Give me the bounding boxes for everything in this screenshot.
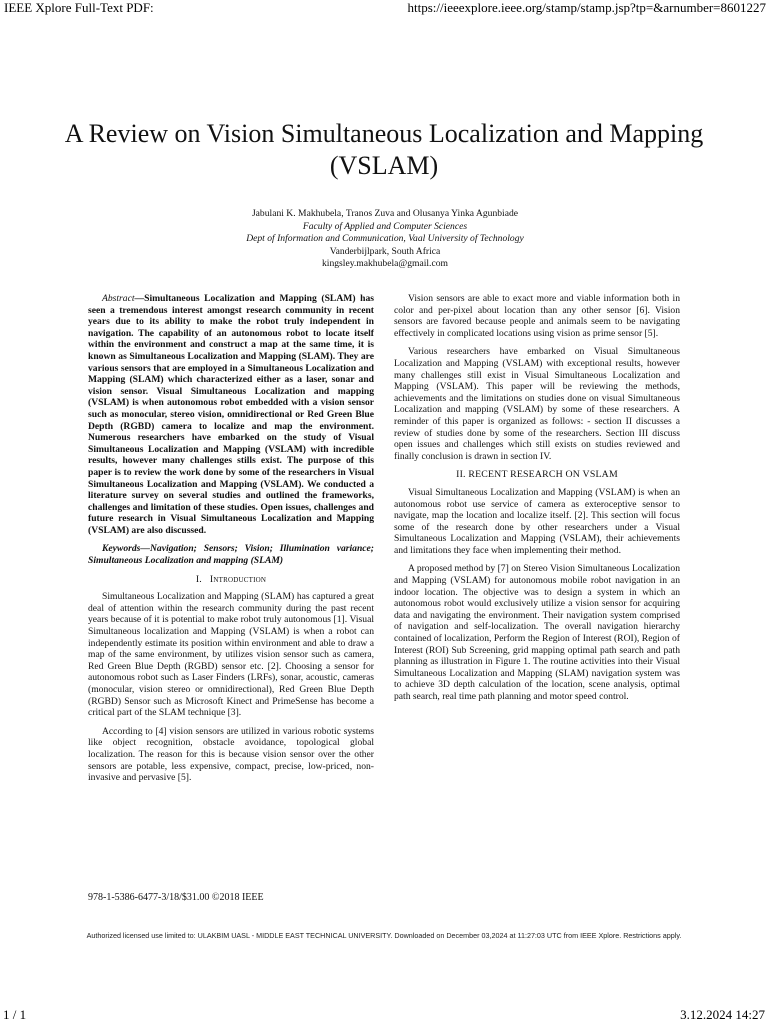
intro-paragraph-2: According to [4] vision sensors are utilized in various robotic systems like object recognition, obstacle avoidance, topological global localization. The reason for this is because vision sensor over the other sensors are potable, less expensive, compact, precise, low-priced, non-invasive and pervasive [5].	[88, 725, 374, 784]
body-paragraph-4: A proposed method by [7] on Stereo Vision Simultaneous Localization and Mapping (VSLAM) for autonomous mobile robot navigation in an indoor location. The objective was to design a system in which an autonomous robot would exclusively utilize a vision sensor for acquiring data and navigating the environment. Their navigation system comprised of navigation and self-localization. The overall navigation hierarchy contained of localization, Perform the Region of Interest (ROI), Region of Interest (ROI) Sub Screening, grid mapping optimal path search and path planning as illustration in Figure 1. The routine activities into their Visual Simultaneous Localization and Mapping (SLAM) navigation system was to achieve 3D depth calculation of the location, scene analysis, optimal path search, real time path planning and motor speed control.	[394, 563, 680, 702]
abstract-text: —Simultaneous Localization and Mapping (SLAM) has seen a tremendous interest amongst research community in recent years due to its ability to make the robot truly independent in navigation. The capability of an autonomous robot to locate itself within the environment and construct a map at the same time, it is known as Simultaneous Localization and Mapping (SLAM). They are various sensors that are employed in a Simultaneous Localization and Mapping (SLAM) which characterized either as a laser, sonar and vision sensor. Visual Simultaneous Localization and mapping (VSLAM) is when autonomous robot embedded with a vision sensor such as monocular, stereo vision, omnidirectional or Red Green Blue Depth (RGBD) camera to localize and map the environment. Numerous researchers have embarked on the study of Visual Simultaneous Localization and Mapping (VSLAM) with incredible results, however many challenges stills exist. The purpose of this paper is to review the work done by some of the researchers in Visual Simultaneous Localization and Mapping (VSLAM). We conducted a literature survey on several studies and outlined the frameworks, challenges and limitation of these studies. Open issues, challenges and future research in Visual Simultaneous Localization and Mapping (VSLAM) are also discussed.	[88, 293, 374, 536]
author-department: Dept of Information and Communication, Vaal University of Technology	[246, 233, 524, 244]
right-column	[394, 293, 680, 710]
copyright-line: 978-1-5386-6477-3/18/$31.00 ©2018 IEEE	[88, 892, 264, 903]
author-email: kingsley.makhubela@gmail.com	[322, 258, 448, 269]
print-footer-datetime: 3.12.2024 14:27	[680, 1007, 765, 1022]
print-header-title: IEEE Xplore Full-Text PDF:	[4, 0, 154, 15]
section-heading-introduction: I. Introduction	[195, 573, 267, 585]
keywords-label: Keywords	[102, 543, 141, 555]
author-faculty: Faculty of Applied and Computer Sciences	[302, 220, 468, 232]
print-header-url[interactable]: https://ieeexplore.ieee.org/stamp/stamp.jsp?tp=&arnumber=8601227	[407, 0, 766, 15]
body-paragraph-2: Various researchers have embarked on Visual Simultaneous Localization and Mapping (VSLAM) with exceptional results, however many challenges still exist in Visual Simultaneous Localization and Mapping (VSLAM). This paper will be reviewing the methods, achievements and the limitations on studies done on visual Simultaneous Localization and mapping (VSLAM) by some of these researchers. A reminder of this paper is organized as follows: - section II discusses a review of studies done by some of the researchers. Section III discuss open issues and challenges which still exists on studies reviewed and finally conclusion is drawn in section IV.	[394, 346, 680, 462]
license-notice: Authorized licensed use limited to: ULAKBIM UASL - MIDDLE EAST TECHNICAL UNIVERSITY. Downloaded on December 03,2024 at 11:27:03 UTC from IEEE Xplore. Restrictions apply.	[86, 931, 682, 940]
section-heading-recent-research: II. RECENT RESEARCH ON VSLAM	[456, 469, 618, 481]
intro-paragraph-1: Simultaneous Localization and Mapping (SLAM) has captured a great deal of attention within the research community during the past recent years because of it is potential to make robot truly autonomous [1]. Visual Simultaneous localization and Mapping (VSLAM) is when a robot can independently estimate its position within environment and able to draw a map of the same environment, by utilizes vision sensor such as camera, Red Green Blue Depth (RGBD) sensor etc. [2]. Choosing a sensor for autonomous robot such as Laser Finders (LRFs), sonar, acoustic, cameras (monocular, vision stereo or omnidirectional), Red Green Blue Depth (RGBD) Sensor such as Microsoft Kinect and PrimeSense has become a critical part of the SLAM technique [3].	[88, 591, 374, 719]
paper-title: A Review on Vision Simultaneous Localization and Mapping (VSLAM)	[64, 119, 704, 180]
print-footer-page: 1 / 1	[3, 1007, 27, 1022]
abstract-paragraph	[88, 293, 374, 536]
body-paragraph-1: Vision sensors are able to exact more and viable information both in color and per-pixel about location than any other sensor [6]. Vision sensors are favored because people and animals seem to be navigating effectively in complicated locations using vision as prime sensor [5].	[394, 293, 680, 339]
abstract-label: Abstract	[102, 293, 135, 304]
author-block	[190, 208, 580, 271]
author-location: Vanderbijlpark, South Africa	[329, 245, 441, 257]
author-names: Jabulani K. Makhubela, Tranos Zuva and Olusanya Yinka Agunbiade	[251, 208, 519, 219]
body-paragraph-3: Visual Simultaneous Localization and Mapping (VSLAM) is when an autonomous robot use service of camera as exteroceptive sensor to navigate, map the location and localize itself. [2]. This section will focus some of the research done by other researchers under a Visual Simultaneous Localization and Mapping (VSLAM), their achievements and limitations they face when implementing their method.	[394, 486, 680, 556]
keywords-paragraph	[88, 543, 374, 566]
keywords-text: —Navigation; Sensors; Vision; Illumination variance; Simultaneous Localization and mapping (SLAM)	[88, 543, 374, 567]
left-column	[88, 293, 374, 791]
